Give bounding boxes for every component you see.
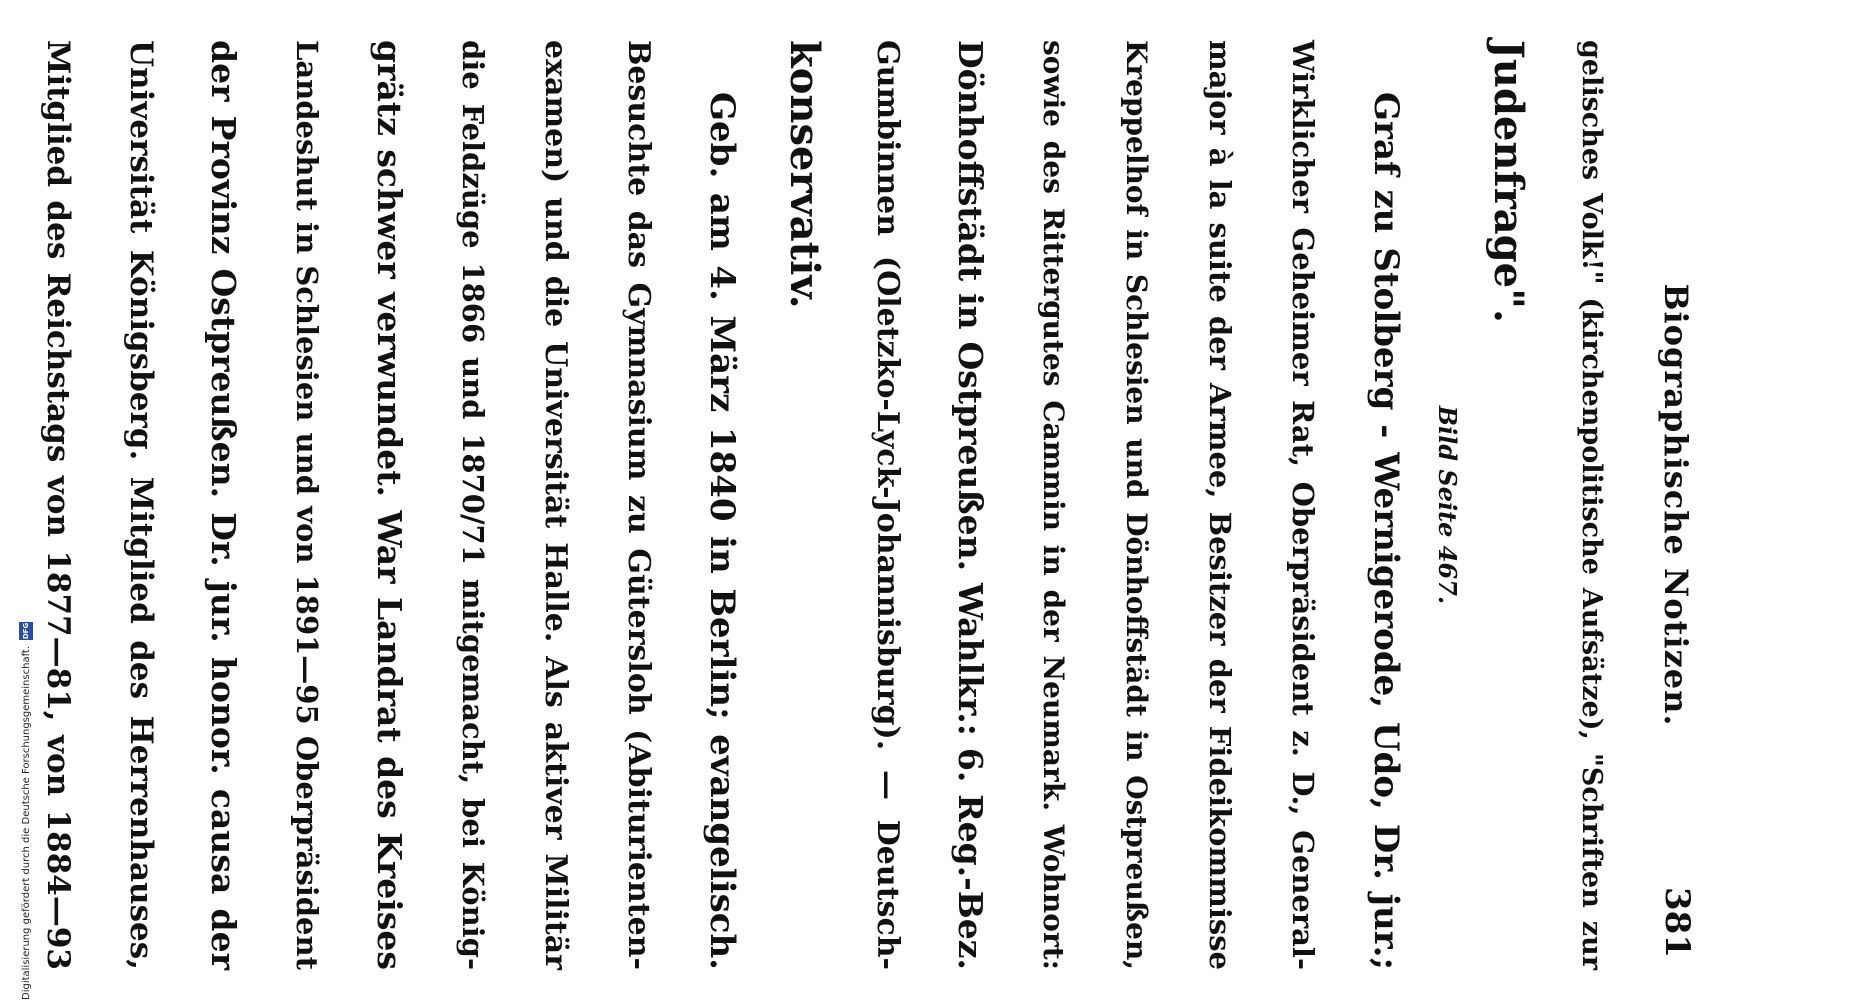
text-line: grätz schwer verwundet. War Landrat des Kreises	[370, 40, 409, 970]
text-line: Universität Königsberg. Mitglied des Herrenhauses,	[123, 40, 159, 970]
text-line: sowie des Rittergutes Cammin in der Neumark. Wohnort:	[1037, 40, 1070, 970]
picture-reference: Bild Seite 467.	[1433, 405, 1462, 605]
text-line: Landeshut in Schlesien und von 1891—95 Oberpräsident	[290, 40, 324, 970]
text-line: Mitglied des Reichstags von 1877—81, von 1884—93	[40, 40, 76, 970]
text-line: Dönhoffstädt in Ostpreußen. Wahlkr.: 6. Reg.-Bez.	[951, 40, 990, 970]
text-line: Judenfrage".	[1485, 40, 1532, 323]
text-line: major à la suite der Armee, Besitzer der Fideikommisse	[1203, 40, 1237, 970]
text-line: gelisches Volk!" (kirchenpolitische Aufsätze), "Schriften zur	[1576, 40, 1607, 970]
text-line: Kreppelhof in Schlesien und Dönhoffstädt in Ostpreußen,	[1120, 40, 1153, 970]
notice-text: Digitalisierung gefördert durch die Deutsche Forschungsgemeinschaft.	[20, 645, 32, 1000]
page-content	[0, 40, 1705, 970]
page-number: 381	[1657, 887, 1697, 958]
page-header	[1633, 40, 1705, 970]
entry-heading-line: Graf zu Stolberg - Wernigerode, Udo, Dr. jur.;	[1366, 92, 1406, 970]
text-line: die Feldzüge 1866 und 1870/71 mitgemacht, bei König-	[456, 40, 490, 970]
book-page	[5, 40, 1705, 970]
paragraph-continuation	[1467, 40, 1633, 970]
text-line: Gumbinnen (Oletzko-Lyck-Johannisburg). — Deutsch-	[870, 40, 905, 970]
text-line: der Provinz Ostpreußen. Dr. jur. honor. causa der	[204, 40, 243, 970]
dfg-logo-icon: DFG	[19, 622, 33, 640]
text-line	[0, 40, 16, 970]
running-head: Biographische Notizen.	[1657, 283, 1695, 727]
text-line: Geb. am 4. März 1840 in Berlin; evangelisch.	[702, 92, 742, 970]
entry-stolberg	[0, 40, 1427, 970]
text-line: konservativ.	[781, 40, 828, 309]
digitization-notice	[18, 622, 34, 1000]
text-line: Besuchte das Gymnasium zu Gütersloh (Abiturienten-	[621, 40, 656, 970]
text-line: Wirklicher Geheimer Rat, Oberpräsident z. D., General-	[1286, 40, 1320, 970]
text-line: examen) und die Universität Halle. Als aktiver Militär	[538, 40, 573, 970]
